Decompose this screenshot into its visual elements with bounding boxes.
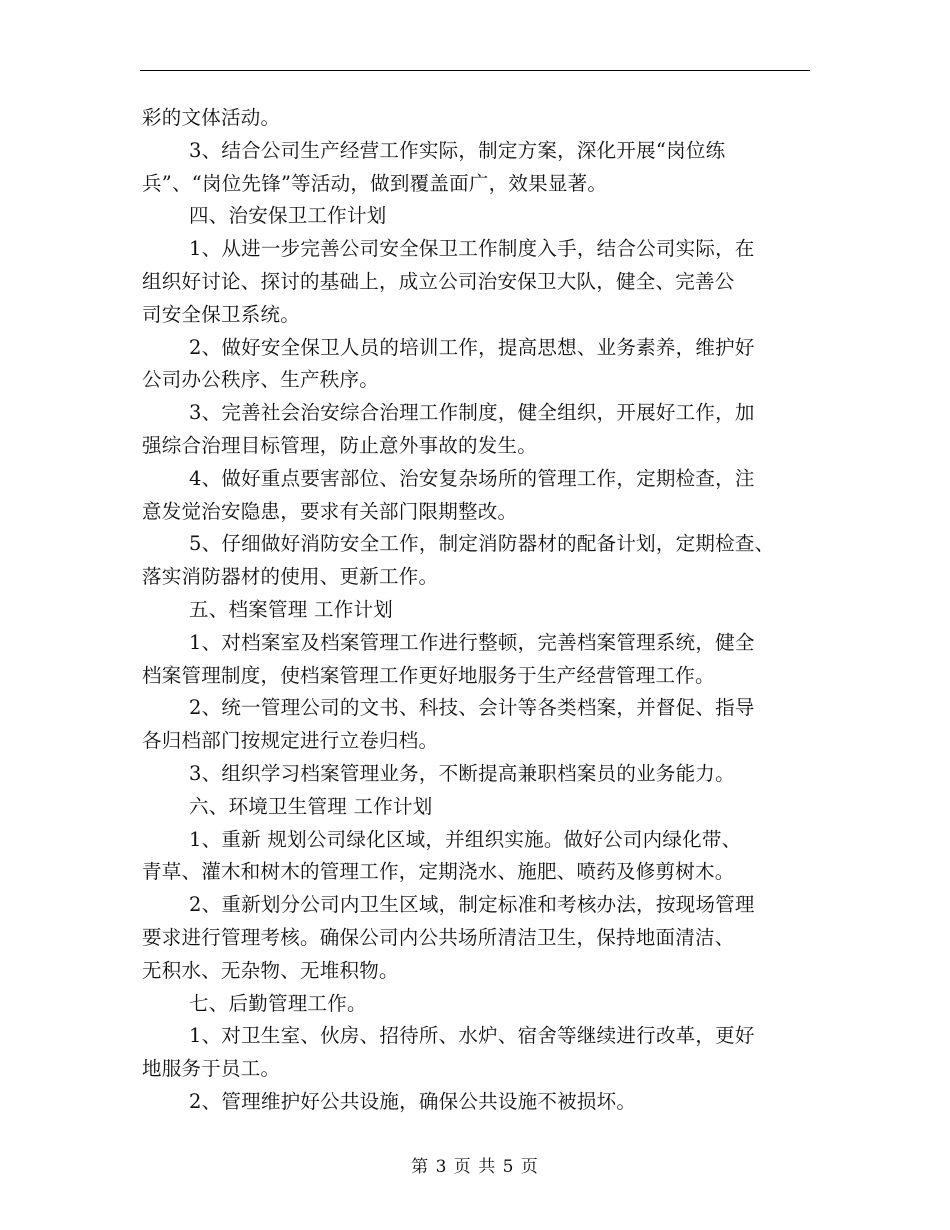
text-line: 无积水、无杂物、无堆积物。 [142,958,399,982]
text-line: 2、做好安全保卫人员的培训工作，提高思想、业务素养，维护好 [189,335,755,359]
text-line: 1、重新 规划公司绿化区域，并组织实施。做好公司内绿化带、 [189,827,742,851]
text-line: 2、管理维护好公共设施，确保公共设施不被损坏。 [189,1089,637,1113]
page-footer: 第 3 页 共 5 页 [411,1157,539,1177]
text-line: 司安全保卫系统。 [142,302,301,326]
text-line: 彩的文体活动。 [142,106,281,129]
text-line: 地服务于员工。 [142,1057,281,1081]
text-line: 3、完善社会治安综合治理工作制度，健全组织，开展好工作，加 [189,401,755,425]
text-line: 意发觉治安隐患，要求有关部门限期整改。 [142,499,518,523]
text-line: 1、对卫生室、伙房、招待所、水炉、宿舍等继续进行改革，更好 [189,1024,755,1048]
text-line: 5、仔细做好消防安全工作，制定消防器材的配备计划，定期检查、 [189,532,775,556]
text-line: 五、档案管理 工作计划 [189,597,393,621]
text-line: 组织好讨论、探讨的基础上，成立公司治安保卫大队，健全、完善公 [142,269,735,293]
text-line: 青草、灌木和树木的管理工作，定期浇水、施肥、喷药及修剪树木。 [142,860,735,884]
header-rule [140,70,810,71]
text-line: 3、结合公司生产经营工作实际，制定方案，深化开展“岗位练 [189,138,726,162]
text-line: 落实消防器材的使用、更新工作。 [142,565,439,589]
text-line: 2、统一管理公司的文书、科技、会计等各类档案，并督促、指导 [189,696,755,720]
text-line: 四、治安保卫工作计划 [189,204,387,228]
text-line: 3、组织学习档案管理业务，不断提高兼职档案员的业务能力。 [189,761,735,785]
text-line: 2、重新划分公司内卫生区域，制定标准和考核办法，按现场管理 [189,893,755,917]
text-line: 兵”、“岗位先锋”等活动，做到覆盖面广，效果显著。 [142,171,608,195]
text-line: 各归档部门按规定进行立卷归档。 [142,729,439,753]
text-line: 1、从进一步完善公司安全保卫工作制度入手，结合公司实际，在 [189,237,755,261]
document-body [142,102,814,1119]
text-line: 强综合治理目标管理，防止意外事故的发生。 [142,433,538,457]
text-line: 1、对档案室及档案管理工作进行整顿，完善档案管理系统，健全 [189,630,755,654]
text-line: 档案管理制度，使档案管理工作更好地服务于生产经营管理工作。 [142,663,715,687]
text-line: 4、做好重点要害部位、治安复杂场所的管理工作，定期检查，注 [189,466,755,490]
text-line: 公司办公秩序、生产秩序。 [142,368,380,392]
text-line: 六、环境卫生管理 工作计划 [189,794,433,818]
text-line: 七、后勤管理工作。 [189,991,367,1015]
text-line: 要求进行管理考核。确保公司内公共场所清洁卫生，保持地面清洁、 [142,925,735,949]
